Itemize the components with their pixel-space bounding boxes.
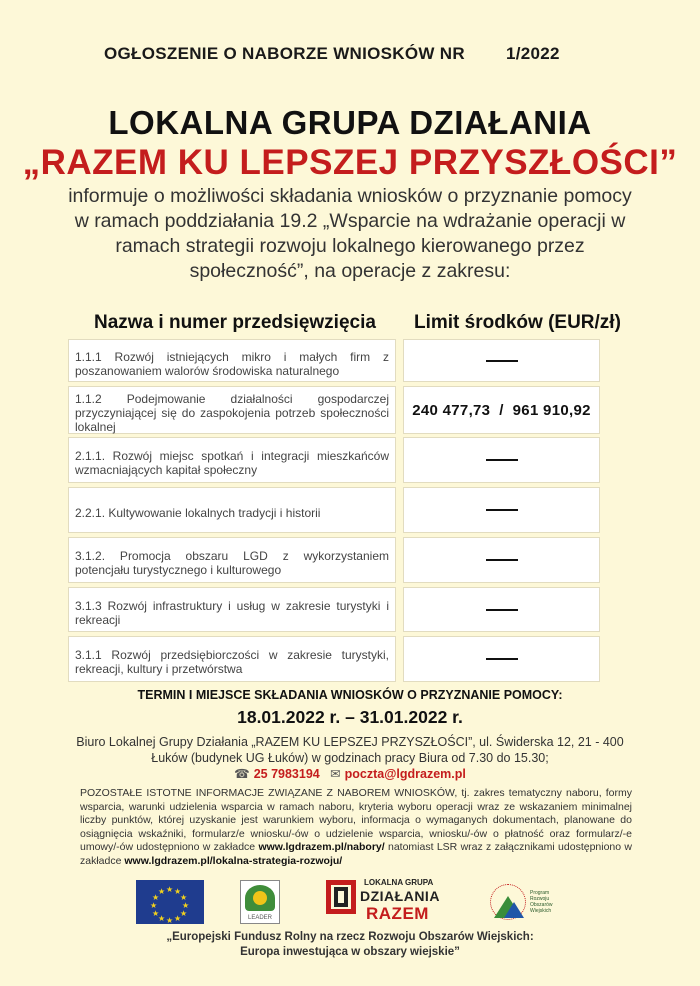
email-address[interactable]: poczta@lgdrazem.pl — [344, 767, 466, 781]
table-header-limit: Limit środków (EUR/zł) — [414, 312, 621, 333]
project-name: 3.1.1 Rozwój przedsiębiorczości w zakresie turystyki, rekreacji, kultury i przetwórstwa — [68, 636, 396, 682]
project-name: 2.1.1. Rozwój miejsc spotkań i integracji mieszkańców wzmacniających kapitał społeczny — [68, 437, 396, 483]
table-row — [68, 487, 600, 533]
intro-text: informuje o możliwości składania wniosków o przyznanie pomocy w ramach poddziałania 19.2 „Wsparcie na wdrażanie operacji w ramach strategii rozwoju lokalnego kierowanego przez społeczność”, na operacje z zakresu: — [68, 185, 632, 282]
table-row — [68, 339, 600, 382]
empty-dash — [486, 559, 518, 561]
table-row — [68, 587, 600, 632]
limit-amount: 240 477,73 / 961 910,92 — [412, 401, 591, 419]
announcement-title: OGŁOSZENIE O NABORZE WNIOSKÓW NR — [104, 44, 465, 63]
mail-icon: ✉ — [330, 767, 341, 781]
project-name: 1.1.2 Podejmowanie działalności gospodarczej przyczyniającej się do zaspokojenia potrzeb społeczności lokalnej — [68, 386, 396, 434]
org-title: LOKALNA GRUPA DZIAŁANIA — [108, 104, 592, 141]
phone-icon: ☎ — [234, 767, 250, 781]
limit-cell — [403, 537, 600, 583]
office-address: Biuro Lokalnej Grupy Działania „RAZEM KU LEPSZEJ PRZYSZŁOŚCI”, ul. Świderska 12, 21 - 400 Łuków (budynek UG Łuków) w godzinach pracy Biura od 7.30 do 15.30; — [76, 735, 624, 765]
limit-cell — [403, 339, 600, 382]
eu-flag-icon: ★ ★ ★ ★ ★ ★ ★ ★ ★ ★ ★ ★ — [136, 880, 204, 924]
prow-logo-icon: Program Rozwoju Obszarów Wiejskich — [488, 882, 556, 922]
additional-info: POZOSTAŁE ISTOTNE INFORMACJE ZWIĄZANE Z NABOREM WNIOSKÓW, tj. zakres tematyczny naboru, formy wsparcia, warunki udzielenia wsparcia w ramach naboru, kryteria wyboru operacji wraz ze wskazaniem minimalnej liczby punktów, której uzyskanie jest warunkiem wyboru, informacja o wymaganych dokumentach, planowane do osiągnięcia wskaźniki, formularz/e wniosku/-ów o udzielenie wsparcia, wniosku/-ów o płatność oraz formularz/-e umowy/-ów udostępniono w zakładce www.lgdrazem.pl/nabory/ natomiast LSR wraz z załącznikami udostępniono w zakładce www.lgdrazem.pl/lokalna-strategia-rozwoju/ — [80, 787, 632, 867]
empty-dash — [486, 609, 518, 611]
limit-cell — [403, 587, 600, 632]
table-row — [68, 437, 600, 483]
limit-cell — [403, 487, 600, 533]
empty-dash — [486, 509, 518, 511]
empty-dash — [486, 658, 518, 660]
limit-cell — [403, 636, 600, 682]
table-row — [68, 537, 600, 583]
project-name: 3.1.2. Promocja obszaru LGD z wykorzystaniem potencjału turystycznego i kulturowego — [68, 537, 396, 583]
org-name: „RAZEM KU LEPSZEJ PRZYSZŁOŚCI” — [22, 143, 678, 182]
contact-line — [0, 766, 700, 781]
announcement-number: 1/2022 — [506, 44, 560, 63]
lgd-logo-icon: LOKALNA GRUPA DZIAŁANIA RAZEM — [326, 874, 461, 924]
table-header-name: Nazwa i numer przedsięwzięcia — [94, 312, 376, 333]
phone-number[interactable]: 25 7983194 — [253, 767, 320, 781]
project-name: 1.1.1 Rozwój istniejących mikro i małych firm z poszanowaniem walorów środowiska naturalnego — [68, 339, 396, 382]
limit-cell — [403, 386, 600, 434]
lsr-link[interactable]: www.lgdrazem.pl/lokalna-strategia-rozwoju/ — [124, 854, 343, 867]
nabory-link[interactable]: www.lgdrazem.pl/nabory/ — [258, 841, 385, 853]
leader-logo-icon: LEADER — [240, 880, 280, 924]
deadline-title: TERMIN I MIEJSCE SKŁADANIA WNIOSKÓW O PRZYZNANIE POMOCY: — [137, 688, 563, 702]
table-row — [68, 636, 600, 682]
empty-dash — [486, 459, 518, 461]
empty-dash — [486, 360, 518, 362]
limit-cell — [403, 437, 600, 483]
project-name: 3.1.3 Rozwój infrastruktury i usług w zakresie turystyki i rekreacji — [68, 587, 396, 632]
table-row — [68, 386, 600, 434]
fund-caption: „Europejski Fundusz Rolny na rzecz Rozwoju Obszarów Wiejskich: Europa inwestująca w obszary wiejskie” — [166, 931, 534, 958]
deadline-dates: 18.01.2022 r. – 31.01.2022 r. — [237, 707, 463, 727]
logo-strip — [136, 872, 556, 926]
project-name: 2.2.1. Kultywowanie lokalnych tradycji i historii — [68, 487, 396, 533]
